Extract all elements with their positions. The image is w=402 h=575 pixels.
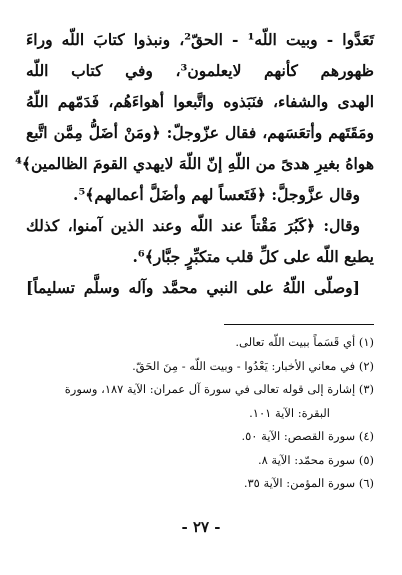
text-line: ومَقَتَهم وأتعَسَهم، فقال عزّوجلّ: ﴿ومَنْ أضَلُّ مِمَّن اتَّبع xyxy=(26,123,374,142)
footnotes xyxy=(26,331,374,496)
footnote-line: (٦) سورة المؤمن: الآية ٣٥. xyxy=(243,476,374,490)
footnote-line: (١) أي قَسَماً ببيت اللّه تعالى. xyxy=(235,335,374,349)
text-line: [وصلّى اللّهُ على النبي محمَّد وآله وسلَّم تسليماً] xyxy=(26,278,360,297)
text-line: ظهورهم كأنهم لايعلمون³، وفي كتاب اللّه xyxy=(26,61,374,80)
page-number: - ٢٧ - xyxy=(181,518,221,536)
text-line: تَعَدَّوا - وبيت اللّه¹ - الحقّ²، ونبذوا كتابَ اللّه وراءَ xyxy=(26,30,374,49)
text-line: وقال عزَّوجلَّ: ﴿فَتَعساً لهم وأضَلَّ أعمالهم﴾⁵. xyxy=(73,185,360,204)
text-line: يطبع اللّه على كلِّ قلب متكبِّرٍ جبَّار﴾⁶. xyxy=(132,247,374,266)
footnote-divider xyxy=(224,324,374,325)
footnote-line: البقرة: الآية ١٠١. xyxy=(249,405,330,420)
footnote-line: (٥) سورة محمّد: الآية ٨. xyxy=(257,452,374,467)
main-text xyxy=(15,24,374,303)
footnote-line: (٢) في معاني الأخبار: يَعْدُوا - وبيت اللّه - مِنَ الحَقّ. xyxy=(132,358,374,373)
footnote-line: (٣) إشارة إلى قوله تعالى في سورة آل عمران: الآية ١٨٧، وسورة xyxy=(64,382,374,396)
footnote-line: (٤) سورة القصص: الآية ٥٠. xyxy=(241,429,374,443)
text-line: هواهُ بغيرِ هدىً من اللّهِ إنّ اللّهَ لايهدي القومَ الظالمين﴾⁴ xyxy=(15,154,374,173)
text-line: وقال: ﴿كَبُرَ مَقْتاً عند اللّه وعند الذين آمنوا، كذلك xyxy=(26,216,360,235)
text-line: الهدى والشفاء، فنَبَذوه واتَّبعوا أهواءَهُم، فَدَمّهم اللّهُ xyxy=(26,92,374,111)
